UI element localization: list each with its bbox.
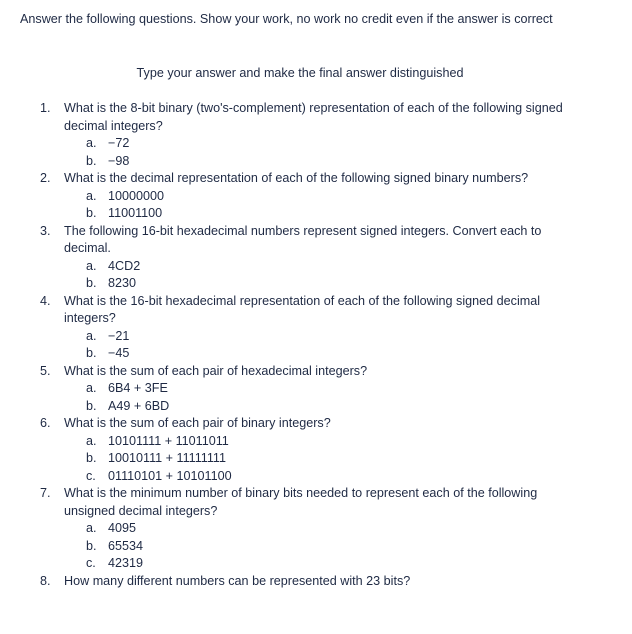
question-text: How many different numbers can be represented with 23 bits?: [64, 573, 411, 588]
question-number: 4.: [40, 293, 51, 308]
option-letter: a.: [86, 188, 97, 203]
option-letter: a.: [86, 258, 97, 273]
option-item: [64, 275, 574, 293]
option-text: 10101111 + 11011011: [108, 433, 229, 448]
question-8: [0, 573, 574, 591]
option-item: [64, 153, 574, 171]
question-number: 3.: [40, 223, 51, 238]
option-text: −21: [108, 328, 130, 343]
option-letter: b.: [86, 276, 97, 290]
option-list: [64, 520, 574, 573]
option-list: [64, 433, 574, 486]
question-text: What is the sum of each pair of binary integers?: [64, 416, 331, 430]
option-letter: a.: [86, 136, 97, 150]
option-item: [64, 468, 574, 486]
option-text: 10000000: [108, 188, 165, 203]
option-letter: a.: [86, 381, 97, 395]
question-list: [0, 100, 632, 590]
option-list: [64, 380, 574, 415]
option-item: [64, 135, 574, 153]
option-letter: b.: [86, 451, 97, 465]
option-text: 4CD2: [108, 258, 141, 273]
option-text: −98: [108, 153, 130, 168]
question-3: [0, 223, 574, 293]
option-item: [64, 450, 574, 468]
option-item: [64, 520, 574, 538]
option-text: 8230: [108, 276, 137, 290]
option-text: 4095: [108, 521, 137, 535]
option-item: [64, 258, 574, 276]
option-letter: b.: [86, 398, 97, 413]
option-letter: b.: [86, 538, 97, 553]
question-text: The following 16-bit hexadecimal numbers represent signed integers. Convert each to decimal.: [64, 223, 542, 255]
option-letter: b.: [86, 153, 97, 168]
option-item: [64, 345, 574, 363]
option-item: [64, 380, 574, 398]
option-list: [64, 135, 574, 170]
question-number: 1.: [40, 101, 51, 115]
option-list: [64, 328, 574, 363]
question-1: [0, 100, 574, 170]
option-text: 42319: [108, 556, 144, 570]
option-letter: b.: [86, 346, 97, 360]
question-number: 2.: [40, 171, 51, 185]
question-text: What is the sum of each pair of hexadecimal integers?: [64, 363, 368, 378]
option-item: [64, 205, 574, 223]
question-5: [0, 363, 574, 416]
subtitle-text: Type your answer and make the final answer distinguished: [136, 66, 464, 80]
question-text: What is the 16-bit hexadecimal representation of each of the following signed decimal integers?: [64, 293, 541, 325]
question-7: [0, 485, 574, 573]
option-letter: b.: [86, 206, 97, 220]
option-item: [64, 328, 574, 346]
option-item: [64, 433, 574, 451]
question-number: 5.: [40, 363, 51, 378]
question-text: What is the 8-bit binary (two's-complement) representation of each of the following signed decimal integers?: [64, 101, 563, 133]
instructions-text: Answer the following questions. Show your work, no work no credit even if the answer is correct: [20, 12, 553, 26]
option-letter: a.: [86, 433, 97, 448]
question-number: 8.: [40, 573, 51, 588]
option-text: A49 + 6BD: [108, 398, 170, 413]
question-4: [0, 293, 574, 363]
option-item: [64, 538, 574, 556]
option-text: −45: [108, 346, 130, 360]
option-letter: c.: [86, 468, 96, 483]
question-2: [0, 170, 574, 223]
option-text: 01110101 + 10101100: [108, 468, 232, 483]
option-list: [64, 188, 574, 223]
option-text: −72: [108, 136, 130, 150]
question-text: What is the decimal representation of each of the following signed binary numbers?: [64, 171, 529, 185]
option-text: 65534: [108, 538, 144, 553]
question-text: What is the minimum number of binary bits needed to represent each of the following unsigned decimal integers?: [64, 486, 538, 518]
option-list: [64, 258, 574, 293]
option-letter: c.: [86, 556, 96, 570]
option-text: 11001100: [108, 206, 163, 220]
question-number: 7.: [40, 486, 51, 500]
question-number: 6.: [40, 416, 51, 430]
option-item: [64, 555, 574, 573]
option-item: [64, 398, 574, 416]
option-letter: a.: [86, 328, 97, 343]
option-letter: a.: [86, 521, 97, 535]
question-6: [0, 415, 574, 485]
option-text: 6B4 + 3FE: [108, 381, 168, 395]
option-item: [64, 188, 574, 206]
option-text: 10010111 + 11111111: [108, 451, 227, 465]
